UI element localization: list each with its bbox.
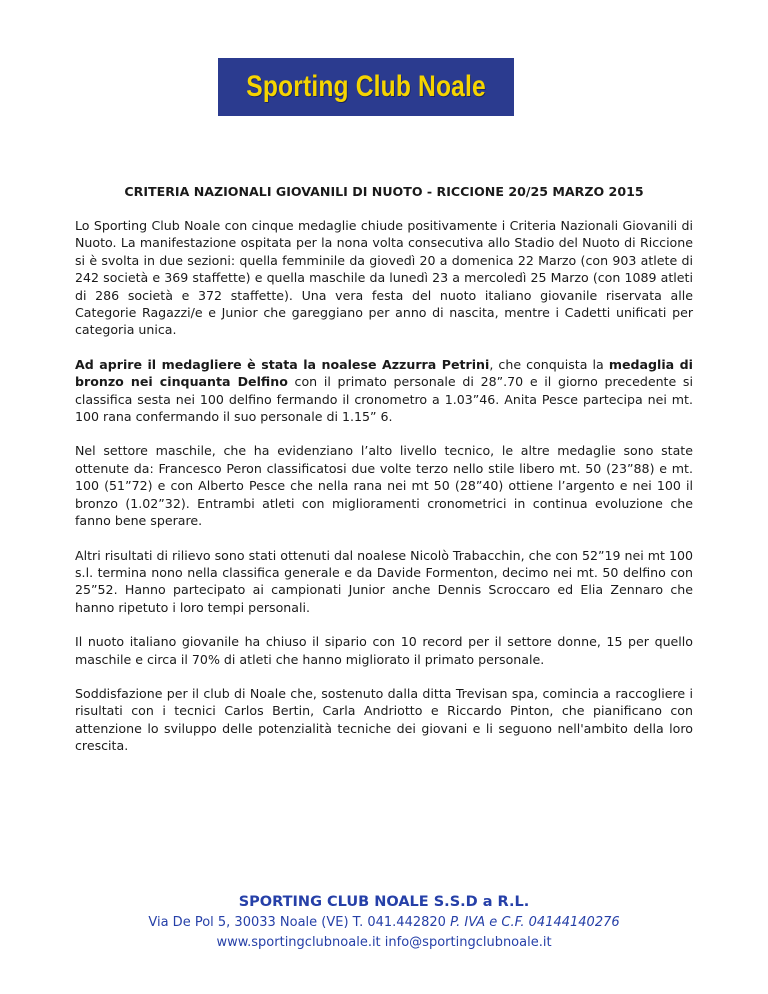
highlight-petrini: Ad aprire il medagliere è stata la noalese Azzurra Petrini <box>75 356 490 372</box>
article <box>75 183 693 772</box>
footer-company: SPORTING CLUB NOALE S.S.D a R.L. <box>238 894 530 910</box>
paragraph-petrini-text-1: , che conquista la <box>489 356 609 372</box>
article-title: CRITERIA NAZIONALI GIOVANILI DI NUOTO - RICCIONE 20/25 MARZO 2015 <box>124 184 644 199</box>
paragraph-petrini-text-2: con il primato personale di 28”.70 e il giorno precedente si classifica sesta nei 100 delfino fermando il cronometro a 1.03”46. Anita Pesce partecipa nei mt. 100 rana confermando il suo personale di 1.15” 6. <box>75 374 693 425</box>
highlight-medal: medaglia di bronzo nei cinquanta Delfino <box>75 356 693 390</box>
paragraph-male-sector: Nel settore maschile, che ha evidenziano l’alto livello tecnico, le altre medaglie sono state ottenute da: Francesco Peron classificatosi due volte terzo nello stile libero mt. 50 (23”88) e mt. 100 (51”72) e con Alberto Pesce che nella rana nei mt 50 (28”40) ottiene l’argento e nei 100 il bronzo (1.02”32). Entrambi atleti con miglioramenti cronometrici in continua evoluzione che fanno bene sperare. <box>75 443 693 529</box>
paragraph-other-results: Altri risultati di rilievo sono stati ottenuti dal noalese Nicolò Trabacchin, che con 52”19 nei mt 100 s.l. termina nono nella classifica generale e da Davide Formenton, decimo nei mt. 50 delfino con 25”52. Hanno partecipato ai campionati Junior anche Dennis Scroccaro ed Elia Zennaro che hanno ripetuto i loro tempi personali. <box>75 547 693 615</box>
footer-address-line <box>0 913 768 933</box>
paragraph-petrini <box>75 356 693 426</box>
paragraph-records: Il nuoto italiano giovanile ha chiuso il sipario con 10 record per il settore donne, 15 per quello maschile e circa il 70% di atleti che hanno migliorato il primato personale. <box>75 634 693 667</box>
logo-text: Sporting Club Noale <box>246 70 486 103</box>
paragraph-satisfaction: Soddisfazione per il club di Noale che, sostenuto dalla ditta Trevisan spa, comincia a raccogliere i risultati con i tecnici Carlos Bertin, Carla Andriotto e Riccardo Pinton, che pianificano con attenzione lo sviluppo delle potenzialità tecniche dei giovani e li seguono nell'ambito della loro crescita. <box>75 685 693 754</box>
club-logo <box>218 58 514 116</box>
footer <box>0 892 768 953</box>
footer-vat: P. IVA e C.F. 04144140276 <box>450 915 620 930</box>
paragraph-intro: Lo Sporting Club Noale con cinque medaglie chiude positivamente i Criteria Nazionali Giovanili di Nuoto. La manifestazione ospitata per la nona volta consecutiva allo Stadio del Nuoto di Riccione si è svolta in due sezioni: quella femminile da giovedì 20 a domenica 22 Marzo (con 903 atlete di 242 società e 369 staffette) e quella maschile da lunedì 23 a mercoledì 25 Marzo (con 1089 atleti di 286 società e 372 staffette). Una vera festa del nuoto italiano giovanile riservata alle Categorie Ragazzi/e e Junior che gareggiano per anno di nascita, mentre i Cadetti unificati per categoria unica. <box>75 218 693 338</box>
footer-address: Via De Pol 5, 30033 Noale (VE) T. 041.442820 <box>148 915 451 930</box>
footer-web: www.sportingclubnoale.it info@sportingclubnoale.it <box>216 935 552 950</box>
